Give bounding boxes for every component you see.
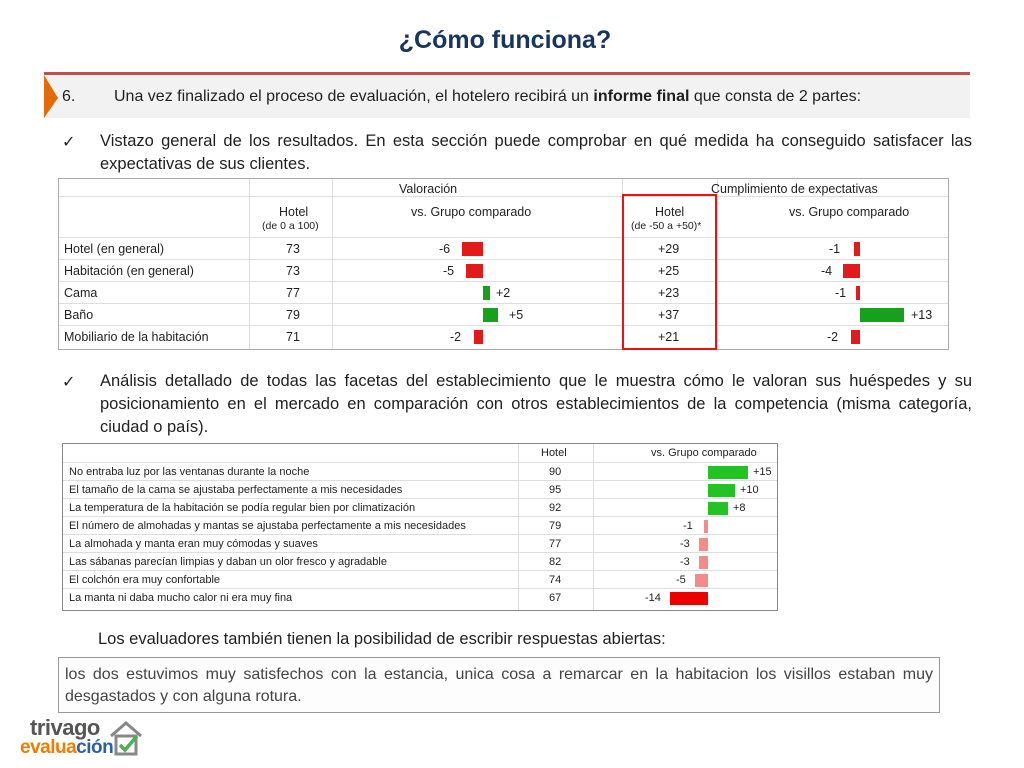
row-label: Mobiliario de la habitación xyxy=(64,330,209,344)
row-exp: +23 xyxy=(658,286,680,300)
bar-positive xyxy=(483,308,498,322)
step-text-before: Una vez finalizado el proceso de evaluación, el hotelero recibirá un xyxy=(114,88,594,105)
step-text xyxy=(114,88,861,106)
detail-row-label: No entraba luz por las ventanas durante la noche xyxy=(69,466,310,478)
col-hotel-exp-sub: (de -50 a +50)* xyxy=(631,220,702,232)
bar-positive xyxy=(708,484,735,497)
logo-line2b: ción xyxy=(76,737,114,758)
row-vs-exp: +13 xyxy=(911,308,933,322)
arrow-icon xyxy=(44,75,58,118)
bar-negative xyxy=(695,574,708,587)
bar-positive xyxy=(483,286,490,300)
bar-negative xyxy=(704,520,708,533)
bar-negative xyxy=(466,264,483,278)
bar-negative xyxy=(856,286,860,300)
detail-row-hotel: 92 xyxy=(549,502,562,514)
row-vs: -5 xyxy=(443,264,455,278)
col-vs-group: vs. Grupo comparado xyxy=(411,205,532,219)
row-score: 73 xyxy=(286,242,300,256)
detail-row-hotel: 74 xyxy=(549,574,562,586)
row-score: 79 xyxy=(286,308,300,322)
detail-row-label: La almohada y manta eran muy cómodas y suaves xyxy=(69,538,318,550)
step-banner xyxy=(44,72,970,118)
row-vs: -2 xyxy=(450,330,462,344)
row-label: Habitación (en general) xyxy=(64,264,194,278)
row-vs: -6 xyxy=(439,242,451,256)
col-vs-group: vs. Grupo comparado xyxy=(651,447,757,459)
row-vs-exp: -4 xyxy=(821,264,833,278)
detail-row-label: El colchón era muy confortable xyxy=(69,574,221,586)
group-header-expectativas: Cumplimiento de expectativas xyxy=(711,182,878,196)
detail-row-label: El número de almohadas y mantas se ajustaba perfectamente a mis necesidades xyxy=(69,520,466,532)
detail-row-vs: -3 xyxy=(680,538,690,550)
house-check-icon xyxy=(108,718,144,758)
bullet-detail xyxy=(62,370,972,439)
logo-line1: trivago xyxy=(30,715,100,740)
row-score: 71 xyxy=(286,330,300,344)
step-number: 6. xyxy=(62,88,76,105)
detail-row-hotel: 90 xyxy=(549,466,562,478)
page-title: ¿Cómo funciona? xyxy=(398,26,612,54)
bar-negative xyxy=(854,242,860,256)
detail-row-hotel: 67 xyxy=(549,592,562,604)
detail-row-hotel: 79 xyxy=(549,520,562,532)
bar-negative xyxy=(462,242,483,256)
detail-row-vs: +8 xyxy=(733,502,746,514)
detail-row-vs: +15 xyxy=(753,466,772,478)
check-icon: ✓ xyxy=(62,134,76,151)
bar-negative xyxy=(699,538,708,551)
col-vs-group-exp: vs. Grupo comparado xyxy=(789,205,910,219)
detail-row-vs: -1 xyxy=(683,520,693,532)
summary-table xyxy=(58,178,949,350)
step-text-after: que consta de 2 partes: xyxy=(689,88,862,105)
bullet-overview xyxy=(62,130,972,176)
col-hotel-exp: Hotel xyxy=(655,205,685,219)
row-vs-exp: -1 xyxy=(829,242,841,256)
row-exp: +37 xyxy=(658,308,680,322)
bullet-text: Análisis detallado de todas las facetas del establecimiento que le muestra cómo le valoran sus huéspedes y su posicionamiento en el mercado en comparación con otros establecimientos de la competencia (misma categoría, ciudad o país). xyxy=(100,372,972,436)
row-vs-exp: -2 xyxy=(827,330,839,344)
row-vs-exp: -1 xyxy=(835,286,847,300)
detail-row-label: Las sábanas parecían limpias y daban un olor fresco y agradable xyxy=(69,556,387,568)
bar-negative xyxy=(474,330,483,344)
logo-line2a: evalua xyxy=(20,737,77,758)
row-exp: +29 xyxy=(658,242,680,256)
col-hotel: Hotel xyxy=(541,447,567,459)
detail-row-vs: +10 xyxy=(740,484,759,496)
row-exp: +21 xyxy=(658,330,680,344)
row-exp: +25 xyxy=(658,264,680,278)
detail-row-label: El tamaño de la cama se ajustaba perfectamente a mis necesidades xyxy=(69,484,403,496)
row-label: Baño xyxy=(64,308,94,322)
bar-negative xyxy=(851,330,860,344)
bar-negative xyxy=(670,592,708,605)
open-answer-box: los dos estuvimos muy satisfechos con la estancia, unica cosa a remarcar en la habitacion los visillos estaban muy desgastados y con alguna rotura. xyxy=(58,657,940,713)
detail-row-label: La manta ni daba mucho calor ni era muy fina xyxy=(69,592,293,604)
row-vs: +2 xyxy=(496,286,511,300)
row-score: 77 xyxy=(286,286,300,300)
bar-positive xyxy=(708,502,728,515)
col-hotel-score: Hotel xyxy=(279,205,309,219)
row-vs: +5 xyxy=(509,308,524,322)
detail-row-vs: -14 xyxy=(645,592,661,604)
col-hotel-score-sub: (de 0 a 100) xyxy=(262,220,319,232)
bar-negative xyxy=(699,556,708,569)
detail-table xyxy=(62,443,778,611)
detail-row-vs: -3 xyxy=(680,556,690,568)
open-answers-label: Los evaluadores también tienen la posibilidad de escribir respuestas abiertas: xyxy=(98,630,666,648)
row-label: Hotel (en general) xyxy=(64,242,165,256)
detail-row-vs: -5 xyxy=(676,574,686,586)
row-label: Cama xyxy=(64,286,98,300)
detail-row-hotel: 95 xyxy=(549,484,562,496)
detail-row-label: La temperatura de la habitación se podía regular bien por climatización xyxy=(69,502,416,514)
detail-row-hotel: 77 xyxy=(549,538,562,550)
detail-row-hotel: 82 xyxy=(549,556,562,568)
logo-line2 xyxy=(20,737,113,759)
bullet-text: Vistazo general de los resultados. En esta sección puede comprobar en qué medida ha conseguido satisfacer las expectativas de sus clientes. xyxy=(100,132,972,173)
trivago-evaluacion-logo xyxy=(20,715,150,763)
group-header-valoracion: Valoración xyxy=(399,182,458,196)
highlight-box xyxy=(622,194,717,350)
row-score: 73 xyxy=(286,264,300,278)
bar-positive xyxy=(708,466,748,479)
bar-positive xyxy=(860,308,904,322)
bar-negative xyxy=(843,264,860,278)
check-icon: ✓ xyxy=(62,374,76,391)
step-text-bold: informe final xyxy=(593,88,690,105)
